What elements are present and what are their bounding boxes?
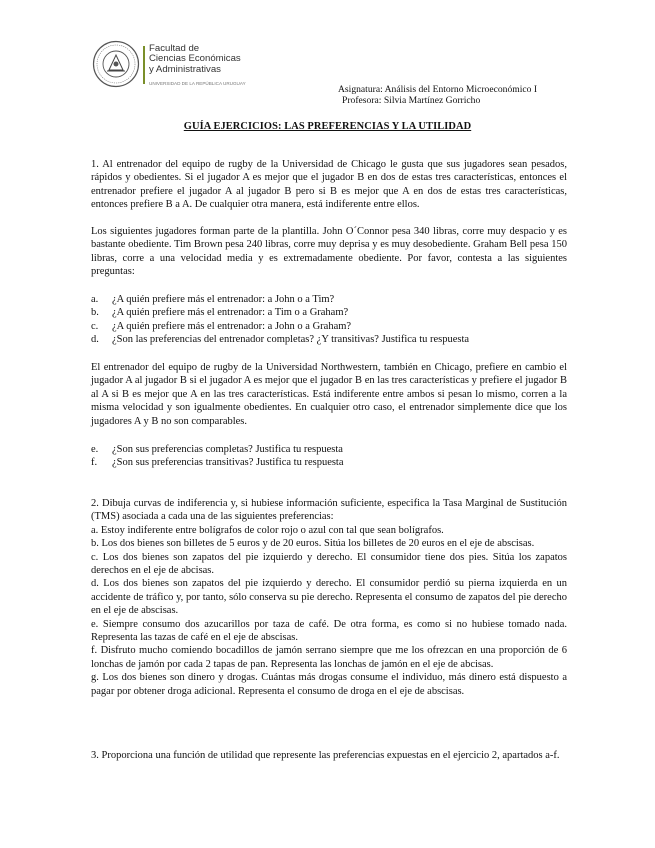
professor-name: Profesora: Silvia Martínez Gorricho [342,95,481,106]
item-marker: b. [91,307,99,319]
item-marker: d. [91,334,99,346]
item-text: ¿A quién prefiere más el entrenador: a John o a Tim? [112,294,335,305]
item-text: ¿Son sus preferencias completas? Justifica tu respuesta [112,444,343,455]
faculty-name [149,44,329,75]
ex1-questions2 [91,443,567,470]
list-item [91,456,567,469]
ex2-item-f: f. Disfruto mucho comiendo bocadillos de jamón serrano siempre que me los ofrezcan en una proporción de 6 lonchas de jamón por cada 2 tapas de pan. Representa las lonchas de jamón en el eje de abcisas. [91,645,567,670]
ex2-item-c: c. Los dos bienes son zapatos del pie izquierdo y derecho. El consumidor tiene dos pies. Sitúa los zapatos derechos en el eje de abcisas. [91,551,567,577]
item-text: ¿A quién prefiere más el entrenador: a Tim o a Graham? [112,307,349,319]
ex2-item-e: e. Siempre consumo dos azucarillos por taza de café. De otra forma, es como si no hubiese tomado nada. Representa las tazas de café en el eje de abscisas. [91,618,567,644]
university-subtitle: UNIVERSIDAD DE LA REPÚBLICA URUGUAY [149,81,246,86]
item-text: ¿Son las preferencias del entrenador completas? ¿Y transitivas? Justifica tu respuesta [112,334,470,346]
ex2-item-b: b. Los dos bienes son billetes de 5 euros y de 20 euros. Sitúa los billetes de 20 euros en el eje de abscisas. [91,538,535,550]
faculty-name-line1: Facultad de [149,43,200,54]
ex2-intro: 2. Dibuja curvas de indiferencia y, si hubiese información suficiente, especifica la Tasa Marginal de Sustitución (TMS) asociada a cada una de las siguientes preferencias: [91,498,567,523]
list-item [91,293,567,306]
item-text: ¿Son sus preferencias transitivas? Justifica tu respuesta [112,457,344,469]
list-item [91,306,567,319]
university-seal-icon [92,40,140,88]
ex3-text: 3. Proporciona una función de utilidad que represente las preferencias expuestas en el ejercicio 2, apartados a-f. [91,750,560,761]
item-marker: a. [91,294,99,305]
ex2-item-d: d. Los dos bienes son zapatos del pie izquierdo y derecho. El consumidor perdió su pierna izquierda en un accidente de tráfico y, por tanto, sólo conserva su pie derecho. Representa el consumo de zapatos del pie derecho en el eje de abscisas. [91,578,567,617]
logo-divider [143,46,145,84]
item-text: ¿A quién prefiere más el entrenador: a John o a Graham? [112,320,352,332]
ex2-item-g: g. Los dos bienes son dinero y drogas. Cuántas más drogas consume el individuo, más dinero está dispuesto a pagar por obtener droga adicional. Representa el consumo de droga en el eje de abscisas. [91,672,567,697]
item-marker: f. [91,457,98,469]
ex1-northwestern: El entrenador del equipo de rugby de la Universidad Northwestern, también en Chicago, prefiere en cambio el jugador A al jugador B si el jugador A es mejor que el jugador B en las tres características y prefiere el jugador B al A si B es mejor que A en las tres características. Está indiferente entre ambos si pesan lo mismo, corren a la misma velocidad y son igualmente obedientes. En cualquier otro caso, el entrenador simplemente dice que los jugadores A y B no son comparables. [91,362,567,427]
ex2-item-a: a. Estoy indiferente entre bolígrafos de color rojo o azul con tal que sean bolígrafos. [91,524,444,536]
faculty-name-line3: y Administrativas [149,63,221,75]
item-marker: e. [91,444,99,455]
list-item [91,443,567,456]
ex1-questions [91,293,567,347]
list-item [91,333,567,346]
page-title: GUÍA EJERCICIOS: LAS PREFERENCIAS Y LA UTILIDAD [183,121,472,132]
list-item [91,320,567,333]
faculty-logo [92,40,332,100]
course-name: Asignatura: Análisis del Entorno Microeconómico I [338,84,538,95]
ex1-intro: 1. Al entrenador del equipo de rugby de la Universidad de Chicago le gusta que sus jugadores sean pesados, rápidos y obedientes. Si el jugador A es mejor que el jugador B en dos de estas tres características, entonces el entrenador prefiere el jugador A al jugador B pero si B es mejor que A en dos de estas tres características, entonces prefiere B a A. De cualquier otra manera, está indiferente entre ellos. [91,159,567,211]
item-marker: c. [91,320,99,332]
ex1-players: Los siguientes jugadores forman parte de la plantilla. John O´Connor pesa 340 libras, corre muy despacio y es bastante obediente. Tim Brown pesa 240 libras, corre muy deprisa y es muy desobediente. Graham Bell pesa 150 libras, corre a una velocidad media y es extremadamente obediente. Por favor, contesta a las siguientes preguntas: [91,226,567,278]
faculty-name-line2: Ciencias Económicas [149,53,241,65]
ex2-block [91,497,567,698]
